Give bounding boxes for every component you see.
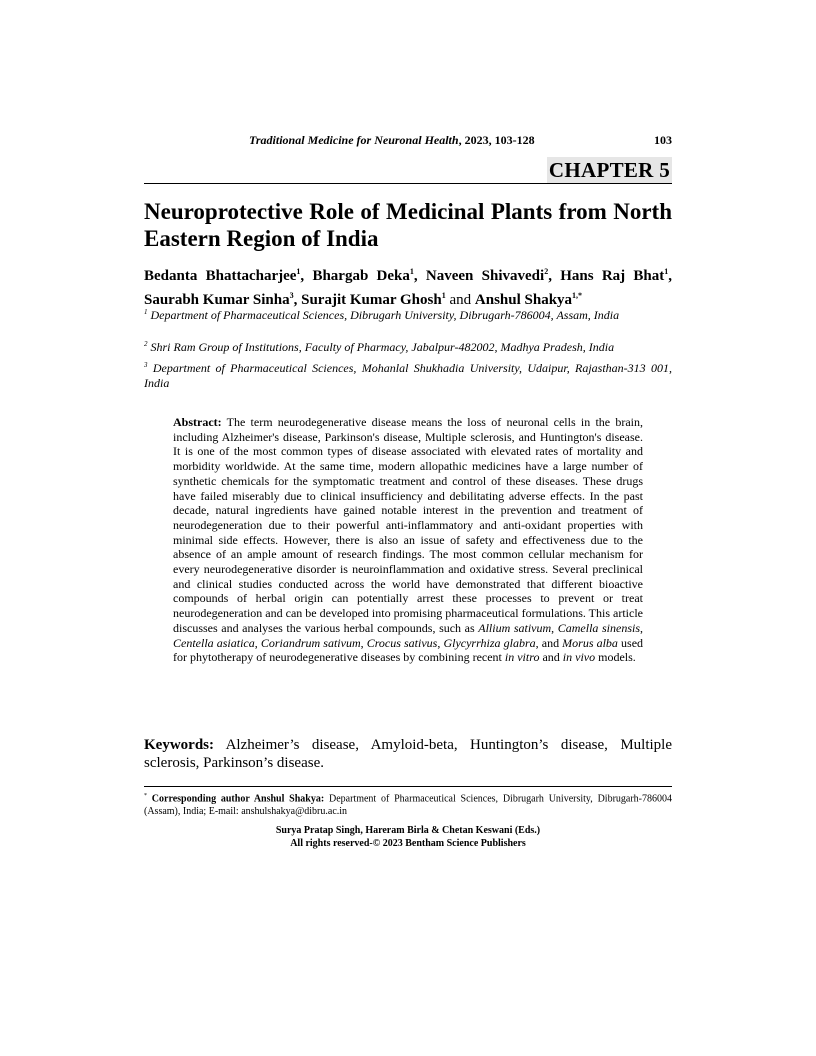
abstract-connector: and bbox=[539, 650, 563, 665]
affiliation-number: 3 bbox=[144, 361, 148, 369]
running-head bbox=[144, 133, 672, 149]
affiliation bbox=[144, 337, 672, 355]
journal-details: , 2023, 103-128 bbox=[458, 133, 535, 147]
footnote-label: Corresponding author Anshul Shakya: bbox=[151, 793, 325, 805]
keywords bbox=[144, 736, 672, 772]
affiliation-number: 2 bbox=[144, 340, 148, 348]
author-separator: , bbox=[413, 268, 426, 284]
author-affiliation-mark: 1 bbox=[441, 291, 446, 300]
species-name: Crocus sativus bbox=[366, 635, 438, 650]
author-name: Saurabh Kumar Sinha bbox=[144, 292, 290, 308]
journal-citation bbox=[249, 133, 535, 148]
editors-line: Surya Pratap Singh, Hareram Birla & Chetan Keswani (Eds.) bbox=[275, 825, 541, 836]
author-name: Naveen Shivavedi bbox=[425, 268, 545, 284]
author-separator: , bbox=[668, 268, 672, 284]
footnote-marker: * bbox=[144, 793, 147, 799]
author-affiliation-mark: 1,* bbox=[572, 291, 583, 300]
footnote-text: Department of Pharmaceutical Sciences, Dibrugarh University, Dibrugarh-786004 (Assam), India; E-mail: anshulshakya@dibru.ac.in bbox=[144, 793, 672, 817]
species-name: Allium sativum bbox=[478, 620, 552, 635]
chapter-divider bbox=[144, 183, 672, 184]
abstract-text: used for phytotherapy of neurodegenerative diseases by combining recent bbox=[173, 635, 644, 665]
abstract-term: in vitro bbox=[504, 650, 540, 665]
author bbox=[426, 268, 560, 284]
author bbox=[144, 268, 312, 284]
abstract-connector: , and bbox=[535, 635, 563, 650]
species-name: Morus alba bbox=[562, 635, 618, 650]
affiliation bbox=[144, 358, 672, 391]
species-name: Camella sinensis bbox=[557, 620, 641, 635]
abstract: Abstract: The term neurodegenerative disease means the loss of neuronal cells in the brain, including Alzheimer's disease, Parkinson's disease, Multiple sclerosis, and Huntington's disease. It is one of the most common types of disease associated with elevated rates of mortality and morbidity worldwide. At the same time, modern allopathic medicines have a large number of synthetic chemicals for the symptomatic treatment and control of these diseases. These drugs have failed miserably due to clinical insufficiency and debilitating adverse effects. In the past decade, natural ingredients have gained notable interest in the prevention and treatment of neurodegeneration due to their powerful anti-inflammatory and anti-oxidant properties with minimal side effects. However, there is also an issue of safety and effectiveness due to the absence of an ample amount of research findings. The most common cellular mechanism for every neurodegenerative disorder is neuroinflammation and oxidative stress. Several preclinical and clinical studies conducted across the world have demonstrated that different bioactive compounds of herbal origin can potentially arrest these processes to prevent or treat neurodegeneration and can be developed into promising pharmaceutical formulations. This article discusses and analyses the various herbal compounds, such as Allium sativum, Camella sinensis, Centella asiatica, Coriandrum sativum, Crocus sativus, Glycyrrhiza glabra, and Morus alba used for phytotherapy of neurodegenerative diseases by combining recent in vitro and in vivo models. bbox=[173, 415, 644, 665]
affiliation-number: 1 bbox=[144, 308, 148, 316]
author-affiliation-mark: 1 bbox=[409, 267, 414, 276]
chapter-title: Neuroprotective Role of Medicinal Plants from North Eastern Region of India bbox=[144, 199, 672, 251]
author-separator: , bbox=[293, 292, 302, 308]
abstract-text: models. bbox=[595, 650, 636, 665]
author-affiliation-mark: 1 bbox=[664, 267, 669, 276]
author-affiliation-mark: 1 bbox=[296, 267, 301, 276]
abstract-text: The term neurodegenerative disease means the loss of neuronal cells in the brain, including Alzheimer's disease, Parkinson's disease, Multiple sclerosis, and Huntington's disease. It is one of the most common types of disease associated with elevated rates of mortality and morbidity worldwide. At the same time, modern allopathic medicines have a large number of synthetic chemicals for the symptomatic treatment and control of these diseases. These drugs have failed miserably due to clinical insufficiency and debilitating adverse effects. In the past decade, natural ingredients have gained notable interest in the prevention and treatment of neurodegeneration due to their powerful anti-inflammatory and anti-oxidant properties with minimal side effects. However, there is also an issue of safety and effectiveness due to the absence of an ample amount of research findings. The most common cellular mechanism for every neurodegenerative disorder is neuroinflammation and oxidative stress. Several preclinical and clinical studies conducted across the world have demonstrated that different bioactive compounds of herbal origin can potentially arrest these processes to prevent or treat neurodegeneration and can be developed into promising pharmaceutical formulations. This article discusses and analyses the various herbal compounds, such as bbox=[173, 415, 643, 635]
affiliation-text: Department of Pharmaceutical Sciences, Dibrugarh University, Dibrugarh-786004, Assam, India bbox=[150, 308, 620, 322]
author-name: Bedanta Bhattacharjee bbox=[144, 268, 297, 284]
keywords-text: Alzheimer’s disease, Amyloid-beta, Huntington’s disease, Multiple sclerosis, Parkinson’s disease. bbox=[144, 737, 672, 771]
footnote-divider bbox=[144, 786, 672, 787]
author-separator: , bbox=[548, 268, 561, 284]
species-name: Coriandrum sativum bbox=[260, 635, 361, 650]
rights-line: All rights reserved-© 2023 Bentham Science Publishers bbox=[290, 837, 526, 849]
affiliation-text: Department of Pharmaceutical Sciences, Mohanlal Shukhadia University, Udaipur, Rajasthan-313 001, India bbox=[144, 361, 673, 390]
author-name: Hans Raj Bhat bbox=[560, 268, 665, 284]
author-name: Anshul Shakya bbox=[474, 292, 573, 308]
author-list bbox=[144, 262, 672, 310]
author bbox=[560, 268, 672, 284]
affiliation bbox=[144, 305, 672, 323]
page-number: 103 bbox=[654, 133, 672, 147]
corresponding-author-footnote bbox=[144, 790, 672, 818]
author-separator: and bbox=[445, 292, 475, 308]
author-affiliation-mark: 2 bbox=[544, 267, 549, 276]
publisher-info bbox=[144, 825, 672, 850]
keywords-label: Keywords: bbox=[144, 737, 214, 753]
journal-title: Traditional Medicine for Neuronal Health bbox=[249, 133, 459, 147]
author bbox=[312, 268, 425, 284]
author-affiliation-mark: 3 bbox=[289, 291, 294, 300]
species-name: Centella asiatica bbox=[173, 635, 255, 650]
author-name: Bhargab Deka bbox=[312, 268, 410, 284]
author-separator: , bbox=[300, 268, 313, 284]
abstract-label: Abstract: bbox=[173, 415, 222, 429]
chapter-label: CHAPTER 5 bbox=[548, 158, 670, 182]
affiliation-text: Shri Ram Group of Institutions, Faculty of Pharmacy, Jabalpur-482002, Madhya Pradesh, India bbox=[150, 340, 615, 354]
species-name: Glycyrrhiza glabra bbox=[443, 635, 536, 650]
author-name: Surajit Kumar Ghosh bbox=[301, 292, 442, 308]
abstract-term: in vivo bbox=[562, 650, 596, 665]
